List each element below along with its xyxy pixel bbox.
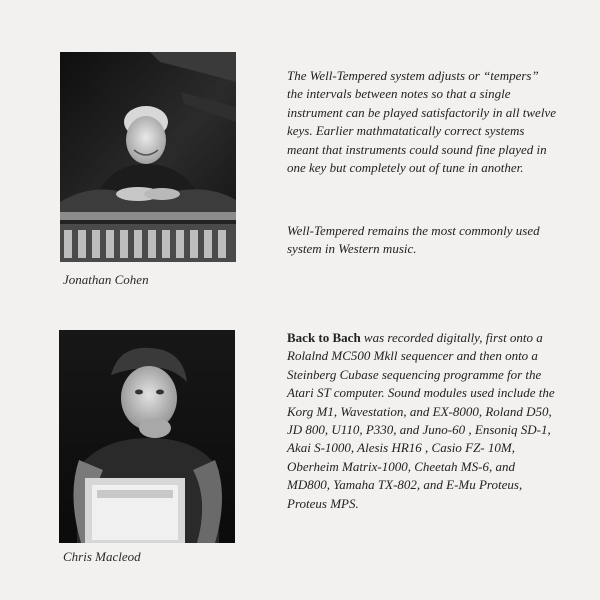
paragraph-well-tempered-system: The Well-Tempered system adjusts or “tempers” the intervals between notes so that a single instrument can be played satisfactorily in all twelve keys. Earlier mathmatatically correct systems meant that instruments could sound fine played in one key but completely out of tune in another. (287, 68, 556, 176)
photo-caption-jonathan-cohen: Jonathan Cohen (63, 272, 149, 287)
computer-portrait-image (59, 330, 235, 543)
photo-caption-chris-macleod: Chris Macleod (63, 549, 141, 564)
album-title: Back to Bach (287, 330, 361, 345)
jonathan-cohen-photo (60, 52, 236, 262)
paragraph-well-tempered-usage: Well-Tempered remains the most commonly used system in Western music. (287, 223, 540, 257)
paragraph-recording-details (287, 329, 557, 513)
recording-details-text: was recorded digitally, first onto a Rolalnd MC500 Mkll sequencer and then onto a Steinberg Cubase sequencing programme for the Atari ST computer. Sound modules used include the Korg M1, Wavestation, and EX-8000, Roland D50, JD 800, U110, P330, and Juno-60 , Ensoniq SD-1, Akai S-1000, Alesis HR16 , Casio FZ- 10M, Oberheim Matrix-1000, Cheetah MS-6, and MD800, Yamaha TX-802, and E-Mu Proteus, Proteus MPS. (287, 330, 555, 511)
chris-macleod-photo (59, 330, 235, 543)
piano-portrait-image (60, 52, 236, 262)
